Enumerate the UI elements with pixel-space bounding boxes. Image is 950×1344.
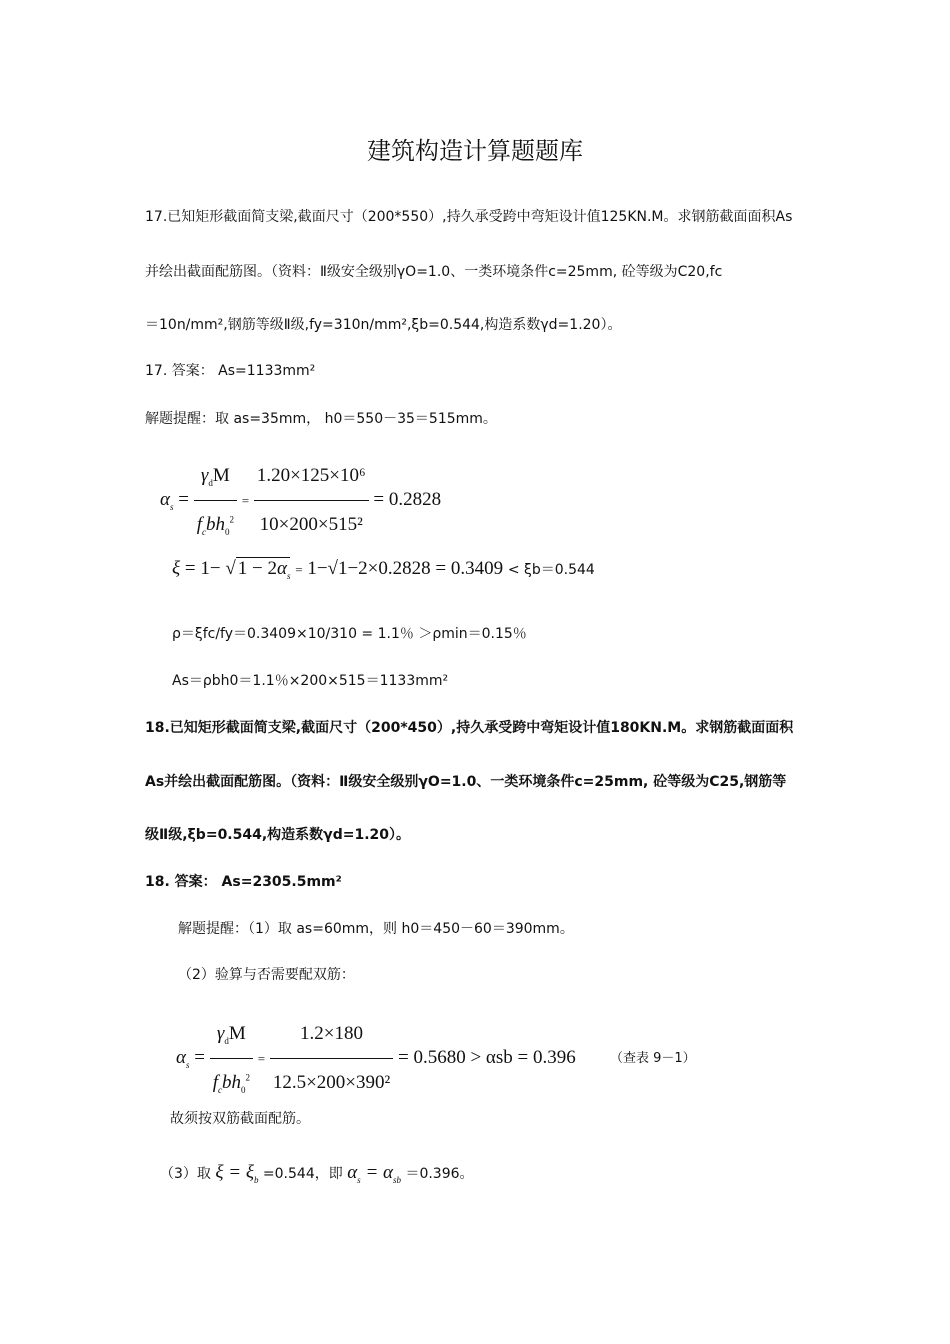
q18-step3-value: =0.544，即 (262, 1166, 343, 1182)
q17-rho: ρ＝ξfc/fy＝0.3409×10/310 = 1.1％ ＞ρmin＝0.15％ (172, 626, 527, 642)
q18-alpha-denominator: 12.5×200×390² (272, 1072, 391, 1093)
alpha-formula-fraction: $\frac{\gamma_dM}{f_cbh_0^2}$ (194, 452, 237, 549)
q18-table-ref: （查表 9－1） (610, 1051, 696, 1066)
q18-alpha-value-fraction (270, 1010, 393, 1107)
q17-alpha-numerator: 1.20×125×10⁶ (254, 452, 369, 501)
q18-step3-take: （3）取 (160, 1166, 211, 1182)
q18-step3-alpha: ＝0.396。 (405, 1166, 474, 1182)
q17-text-line1: 17.已知矩形截面简支梁,截面尺寸（200*550）,持久承受跨中弯矩设计值125KN.M。求钢筋截面面积As (145, 209, 793, 225)
q18-conclusion: 故须按双筋截面配筋。 (170, 1111, 310, 1127)
q17-hint: 解题提醒：取 as=35mm， h0＝550－35＝515mm。 (145, 411, 497, 427)
q17-answer: 17. 答案： As=1133mm² (145, 363, 316, 379)
q18-step3: （3）取 $\xi = \xi_b =0.544$，即 $\alpha_s = \alpha_{sb} =0.396$。 (160, 1162, 474, 1185)
q17-alpha-value-fraction (254, 452, 369, 549)
q18-alpha-formula-fraction: $\frac{\gamma_dM}{f_cbh_0^2}$ (210, 1010, 253, 1107)
q18-alpha-result: = 0.5680 > αsb = 0.396 (397, 1046, 576, 1068)
q18-answer: 18. 答案： As=2305.5mm² (145, 874, 342, 890)
q18-text-line2: As并绘出截面配筋图。（资料：Ⅱ级安全级别γO=1.0、一类环境条件c=25mm, 砼等级为C25,钢筋等 (145, 774, 787, 790)
q17-text-line2: 并绘出截面配筋图。（资料：Ⅱ级安全级别γO=1.0、一类环境条件c=25mm, 砼等级为C20,fc (145, 264, 723, 280)
q17-xi-equation: ξ = 1− √ $1 - 2\alpha_s = 1-√1-2\times 0.2828 = 0.3409 < \xi b=0.544$ (172, 558, 595, 581)
page-title: 建筑构造计算题题库 (367, 137, 583, 165)
q17-text-line3: ＝10n/mm²,钢筋等级Ⅱ级,fy=310n/mm²,ξb=0.544,构造系数γd=1.20）。 (145, 317, 622, 333)
q17-alpha-equation: $\alpha_s$ = $\frac{\gamma_dM}{f_cbh_0^2}$ = $\frac{\text{1.20×125×10⁶}}{\text{10×200×515²}}$ = 0.2828 (160, 452, 441, 504)
q17-xi-compare: < ξb＝0.544 (507, 562, 595, 578)
q18-hint-step2: （2）验算与否需要配双筋： (178, 967, 355, 983)
q18-alpha-equation: $\alpha_s$ = $\frac{\gamma_dM}{f_cbh_0^2}$ = $\frac{1.2\times 180}{\text{12.5×200×390²}}$ = 0.5680 > αsb = 0.396 (176, 1010, 576, 1062)
q18-hint-step1: 解题提醒：（1）取 as=60mm，则 h0＝450－60＝390mm。 (178, 921, 574, 937)
q18-text-line3: 级Ⅱ级,ξb=0.544,构造系数γd=1.20）。 (145, 827, 410, 843)
q17-As: As＝ρbh0＝1.1％×200×515＝1133mm² (172, 673, 449, 689)
q17-xi-value: 1−√1−2×0.2828 = 0.3409 (307, 558, 504, 579)
q18-alpha-numerator: 1.2×180 (270, 1010, 393, 1059)
q18-text-line1: 18.已知矩形截面简支梁,截面尺寸（200*450）,持久承受跨中弯矩设计值180KN.M。求钢筋截面面积 (145, 720, 794, 736)
q17-alpha-denominator: 10×200×515² (259, 514, 363, 535)
q17-alpha-result: = 0.2828 (373, 488, 442, 510)
